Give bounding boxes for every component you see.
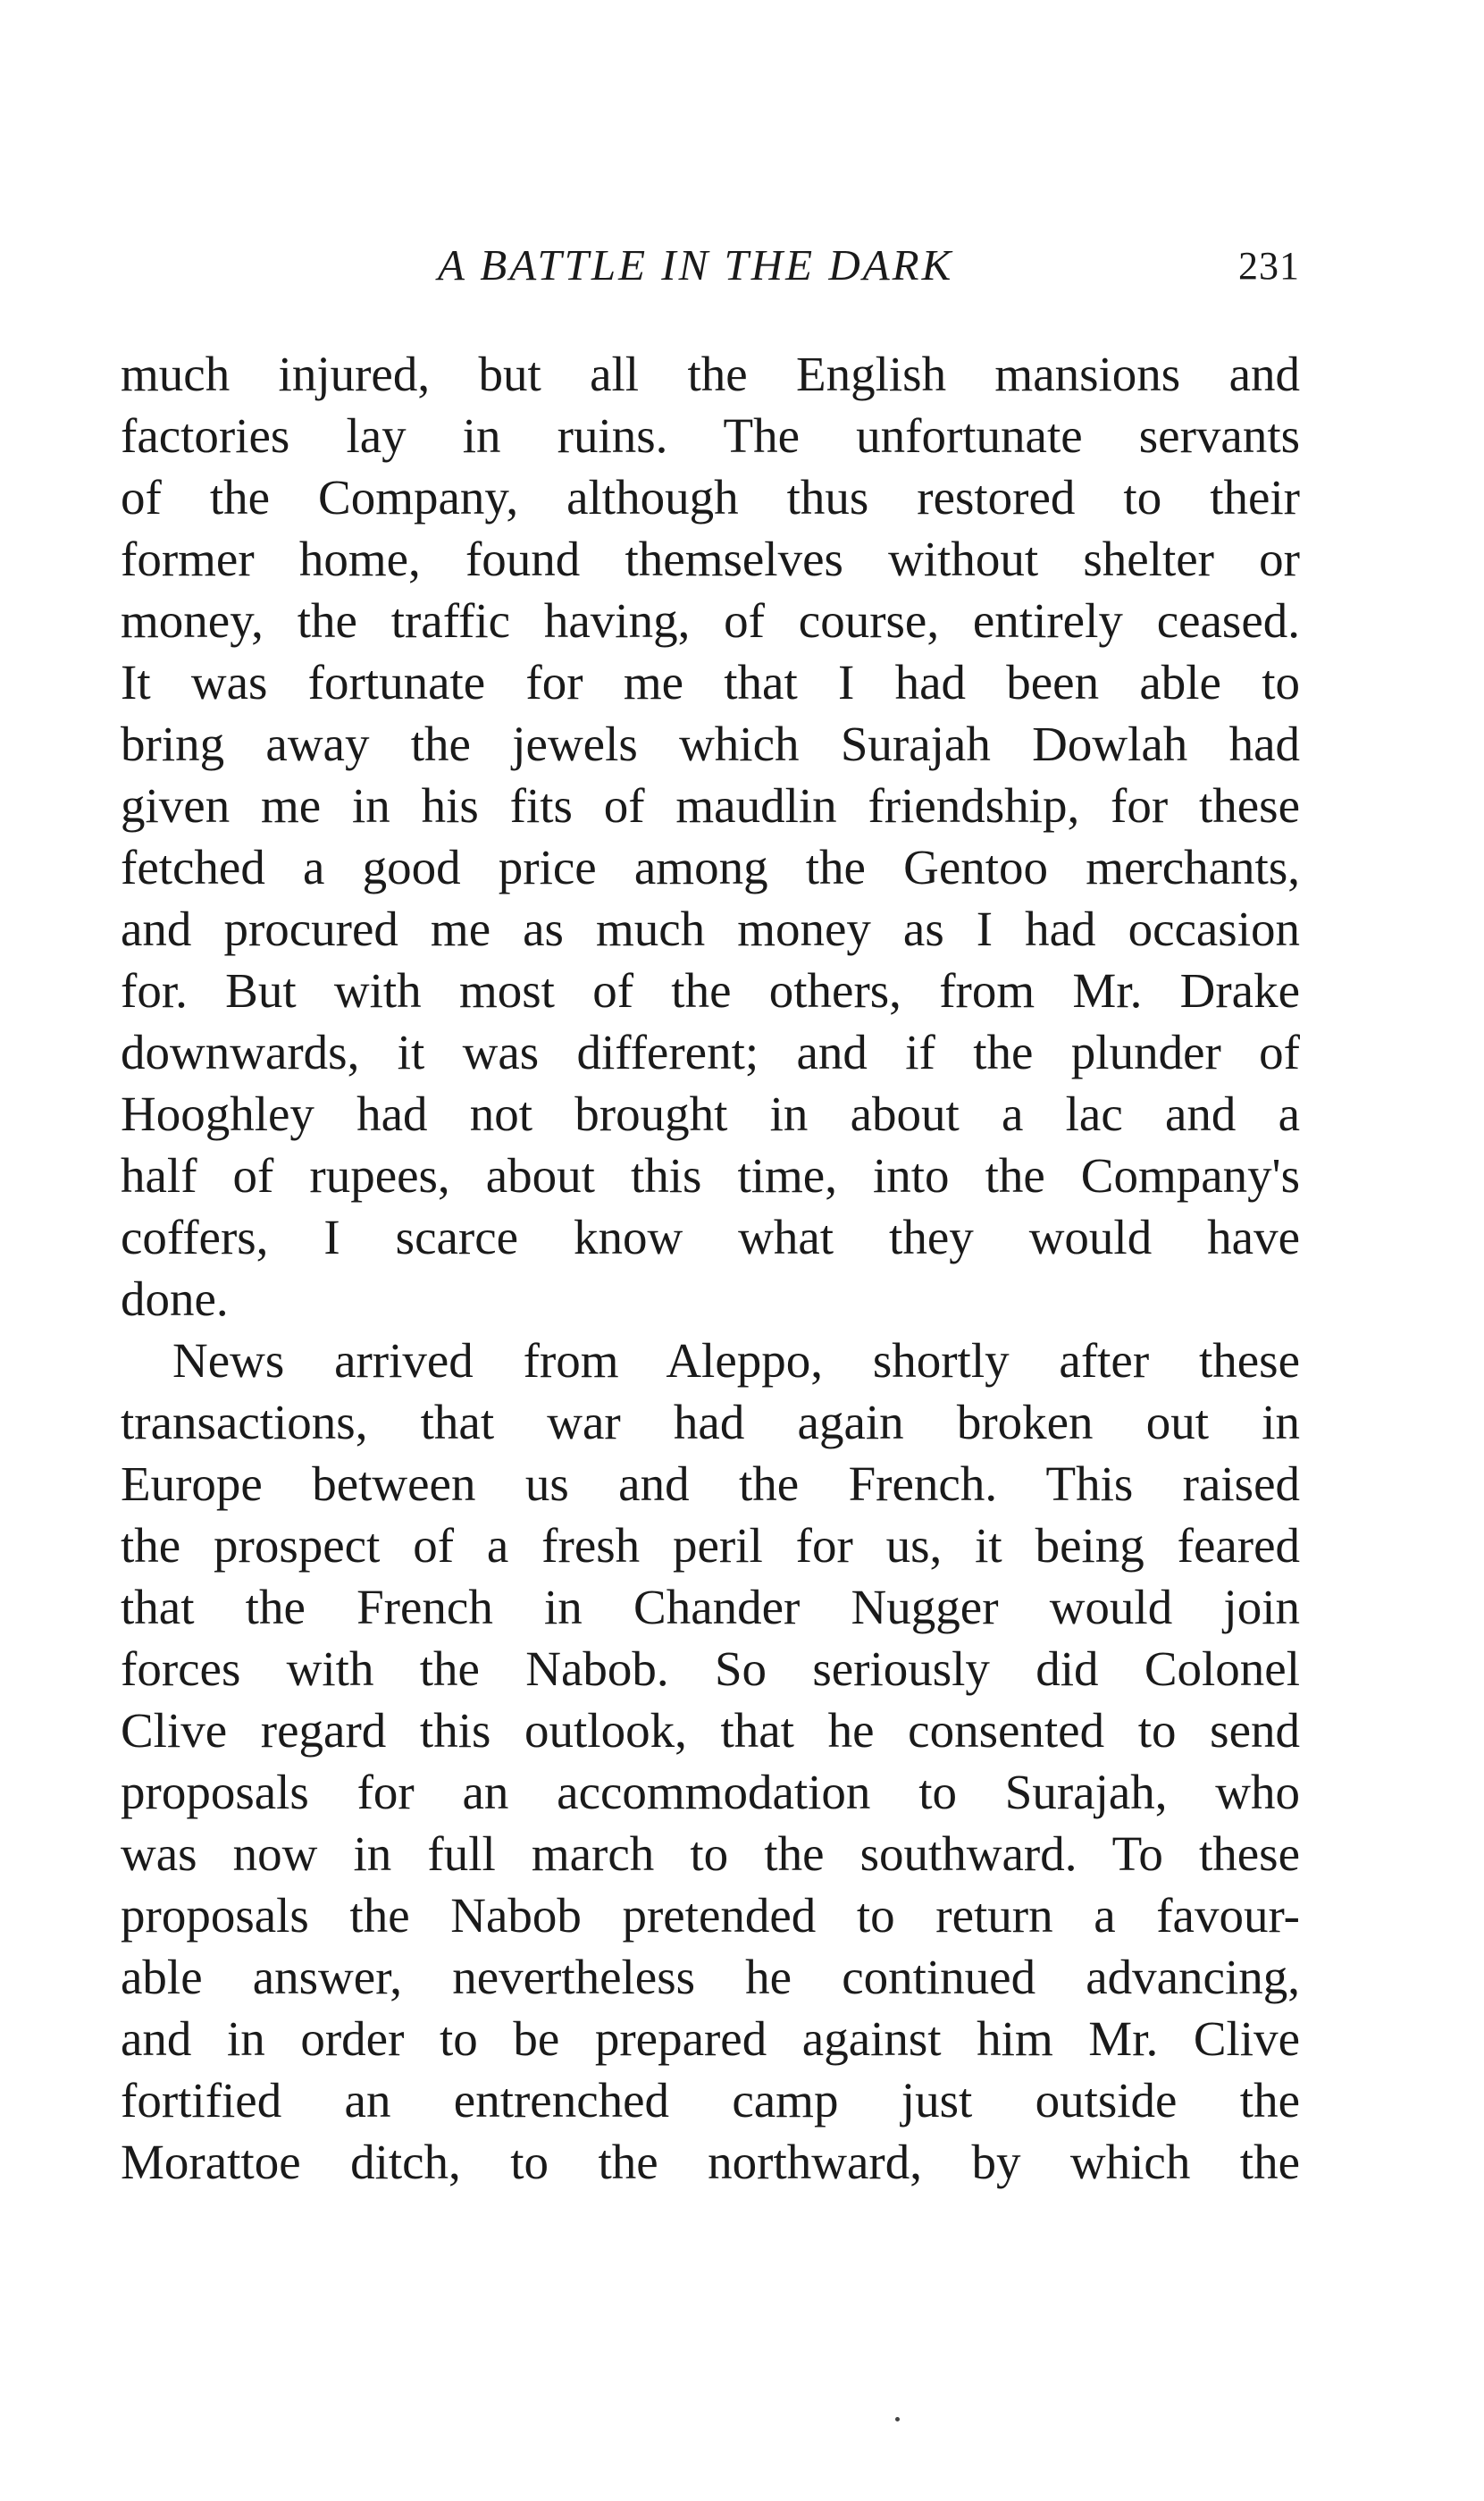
text-line: much injured, but all the English mansions and: [121, 347, 1300, 401]
text-line: Clive regard this outlook, that he consented to send: [121, 1703, 1300, 1758]
text-line: proposals the Nabob pretended to return a favour-: [121, 1888, 1300, 1943]
text-line: It was fortunate for me that I had been able to: [121, 655, 1300, 709]
text-line: proposals for an accommodation to Surajah, who: [121, 1765, 1300, 1819]
text-line: coffers, I scarce know what they would have: [121, 1210, 1300, 1264]
text-line: that the French in Chander Nugger would join: [121, 1580, 1300, 1634]
text-line: for. But with most of the others, from Mr. Drake: [121, 963, 1300, 1018]
text-line: able answer, nevertheless he continued advancing,: [121, 1950, 1300, 2004]
text-line: done.: [121, 1271, 229, 1326]
text-line: was now in full march to the southward. To these: [121, 1826, 1300, 1881]
text-line: Hooghley had not brought in about a lac and a: [121, 1087, 1300, 1141]
page-number: 231: [1238, 244, 1300, 288]
text-line: bring away the jewels which Surajah Dowlah had: [121, 717, 1300, 771]
body-text: [121, 343, 1300, 2193]
print-speck: [895, 2417, 900, 2421]
text-line: transactions, that war had again broken out in: [121, 1395, 1300, 1449]
text-line: News arrived from Aleppo, shortly after these: [172, 1333, 1300, 1388]
text-line: half of rupees, about this time, into the Company's: [121, 1148, 1300, 1203]
page-header: [121, 239, 1300, 302]
text-line: Morattoe ditch, to the northward, by which the: [121, 2135, 1300, 2189]
text-line: and in order to be prepared against him Mr. Clive: [121, 2011, 1300, 2066]
text-line: fetched a good price among the Gentoo merchants,: [121, 840, 1300, 894]
text-line: Europe between us and the French. This raised: [121, 1456, 1300, 1511]
text-line: former home, found themselves without shelter or: [121, 532, 1300, 586]
text-line: of the Company, although thus restored to their: [121, 470, 1300, 525]
text-line: the prospect of a fresh peril for us, it being feared: [121, 1518, 1300, 1573]
text-line: fortified an entrenched camp just outside the: [121, 2073, 1300, 2128]
text-line: downwards, it was different; and if the plunder of: [121, 1025, 1300, 1079]
text-line: given me in his fits of maudlin friendship, for these: [121, 778, 1300, 833]
text-line: and procured me as much money as I had occasion: [121, 902, 1300, 956]
text-line: forces with the Nabob. So seriously did Colonel: [121, 1641, 1300, 1696]
text-line: factories lay in ruins. The unfortunate servants: [121, 408, 1300, 463]
running-title: A BATTLE IN THE DARK: [438, 240, 954, 290]
text-line: money, the traffic having, of course, entirely ceased.: [121, 593, 1300, 648]
